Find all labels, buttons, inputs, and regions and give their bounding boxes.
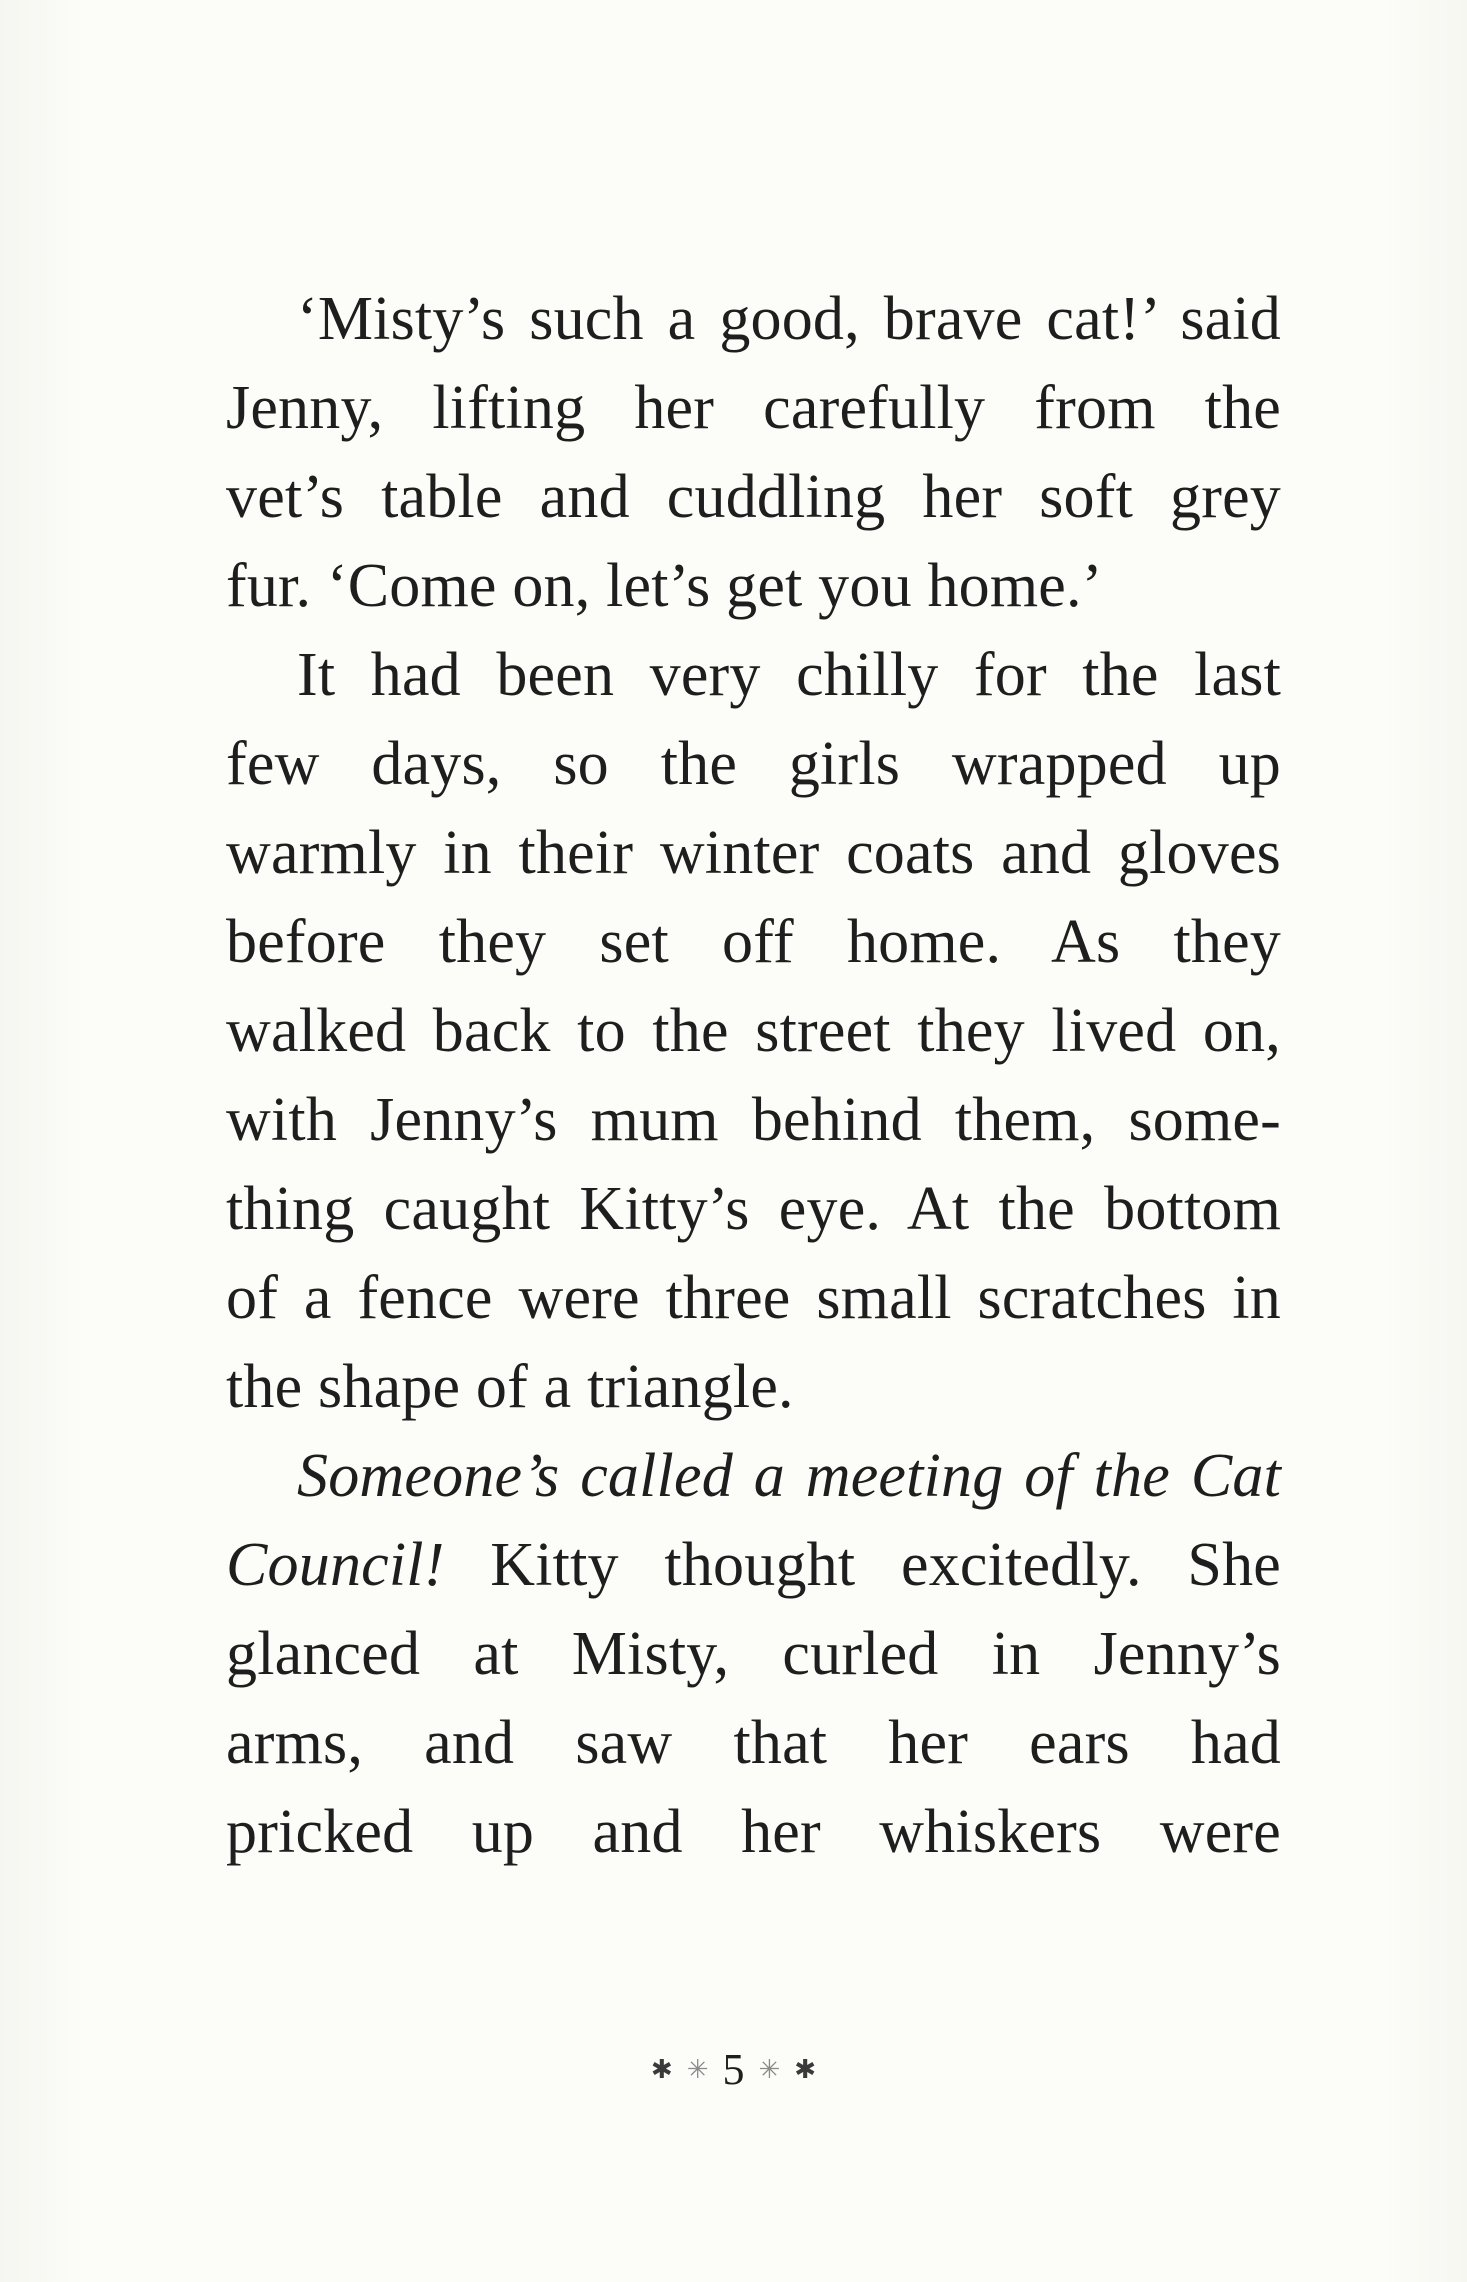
paragraph-2-line-5: walked back to the street they lived on, [226,997,1281,1065]
thought-continuation: Kitty thought excitedly. She [444,1531,1281,1599]
ornament-star-icon: ✱ [794,2055,817,2085]
paragraph-1-line-4: fur. ‘Come on, let’s get you home.’ [226,552,1103,620]
paragraph-1-line-1: ‘Misty’s such a good, brave cat!’ said [297,285,1281,353]
ornament-sparkle-icon: ✳ [686,2055,709,2085]
paragraph-3-line-2 [226,1521,1281,1610]
page-footer [0,2040,1467,2100]
paragraph-2-line-8: of a fence were three small scratches in [226,1264,1281,1332]
paragraph-2-line-2: few days, so the girls wrapped up [226,730,1281,798]
paragraph-2-line-1: It had been very chilly for the last [297,641,1281,709]
ornament-star-icon: ✱ [650,2055,673,2085]
page-number: 5 [722,2045,745,2094]
italic-thought: Council! [226,1531,445,1599]
paragraph-1-line-3: vet’s table and cuddling her soft grey [226,463,1281,531]
paragraph-3-line-3: glanced at Misty, curled in Jenny’s [226,1620,1281,1688]
paragraph-2-line-3: warmly in their winter coats and gloves [226,819,1281,887]
paragraph-2-line-6: with Jenny’s mum behind them, some- [226,1086,1281,1154]
paragraph-2-line-9: the shape of a triangle. [226,1353,794,1421]
paragraph-2-line-7: thing caught Kitty’s eye. At the bottom [226,1175,1281,1243]
paragraph-3-line-4: arms, and saw that her ears had [226,1709,1281,1777]
paragraph-3-line-5: pricked up and her whiskers were [226,1798,1281,1866]
paragraph-3-line-1: Someone’s called a meeting of the Cat [297,1442,1281,1510]
paragraph-2-line-4: before they set off home. As they [226,908,1281,976]
paragraph-1-line-2: Jenny, lifting her carefully from the [226,374,1281,442]
ornament-sparkle-icon: ✳ [758,2055,781,2085]
body-text [226,275,1281,1877]
